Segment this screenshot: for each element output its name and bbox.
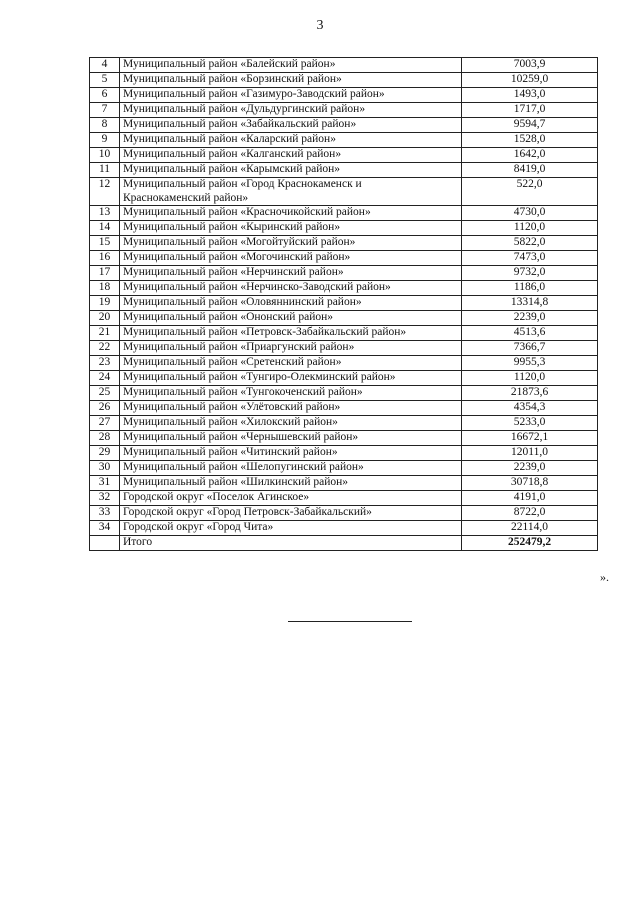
- row-number: 4: [90, 58, 120, 73]
- amount-value: 5822,0: [462, 236, 598, 251]
- row-number: 30: [90, 461, 120, 476]
- municipality-name: Муниципальный район «Калганский район»: [120, 148, 462, 163]
- table-row: [90, 118, 598, 133]
- table-row: [90, 521, 598, 536]
- amount-value: 7003,9: [462, 58, 598, 73]
- amount-value: 4354,3: [462, 401, 598, 416]
- amount-value: 4191,0: [462, 491, 598, 506]
- allocation-table: [89, 57, 598, 551]
- row-number: 15: [90, 236, 120, 251]
- municipality-name: Муниципальный район «Могойтуйский район»: [120, 236, 462, 251]
- table-body: [90, 58, 598, 551]
- table-row: [90, 491, 598, 506]
- municipality-name: Муниципальный район «Дульдургинский район»: [120, 103, 462, 118]
- municipality-name: Муниципальный район «Кыринский район»: [120, 221, 462, 236]
- amount-value: 1493,0: [462, 88, 598, 103]
- amount-value: 8419,0: [462, 163, 598, 178]
- table-row: [90, 73, 598, 88]
- table-row: [90, 133, 598, 148]
- municipality-name: Муниципальный район «Карымский район»: [120, 163, 462, 178]
- total-amount: 252479,2: [462, 536, 598, 551]
- row-number: 31: [90, 476, 120, 491]
- table-row: [90, 416, 598, 431]
- row-number: 20: [90, 311, 120, 326]
- table-row: [90, 281, 598, 296]
- municipality-name: Муниципальный район «Нерчинско-Заводский район»: [120, 281, 462, 296]
- row-number: 33: [90, 506, 120, 521]
- amount-value: 1120,0: [462, 371, 598, 386]
- total-label: Итого: [120, 536, 462, 551]
- row-number: 18: [90, 281, 120, 296]
- amount-value: 2239,0: [462, 461, 598, 476]
- municipality-name: Муниципальный район «Улётовский район»: [120, 401, 462, 416]
- row-number: 8: [90, 118, 120, 133]
- amount-value: 16672,1: [462, 431, 598, 446]
- row-number: 32: [90, 491, 120, 506]
- municipality-name: Муниципальный район «Газимуро-Заводский район»: [120, 88, 462, 103]
- row-number: 26: [90, 401, 120, 416]
- municipality-name: Городской округ «Город Петровск-Забайкальский»: [120, 506, 462, 521]
- table-row: [90, 446, 598, 461]
- table-row: [90, 371, 598, 386]
- amount-value: 4513,6: [462, 326, 598, 341]
- row-number: 22: [90, 341, 120, 356]
- row-number: 10: [90, 148, 120, 163]
- table-row: [90, 148, 598, 163]
- table-row: [90, 506, 598, 521]
- row-number: 5: [90, 73, 120, 88]
- row-number: 23: [90, 356, 120, 371]
- amount-value: 21873,6: [462, 386, 598, 401]
- amount-value: 8722,0: [462, 506, 598, 521]
- amount-value: 522,0: [462, 178, 598, 206]
- table-row: [90, 266, 598, 281]
- amount-value: 4730,0: [462, 206, 598, 221]
- amount-value: 10259,0: [462, 73, 598, 88]
- municipality-name: Муниципальный район «Шелопугинский район»: [120, 461, 462, 476]
- row-number: 34: [90, 521, 120, 536]
- amount-value: 9732,0: [462, 266, 598, 281]
- table-row: [90, 386, 598, 401]
- row-number: 9: [90, 133, 120, 148]
- amount-value: 7473,0: [462, 251, 598, 266]
- municipality-name: Муниципальный район «Нерчинский район»: [120, 266, 462, 281]
- page-number: 3: [316, 18, 324, 33]
- amount-value: 9955,3: [462, 356, 598, 371]
- amount-value: 2239,0: [462, 311, 598, 326]
- table-row: [90, 251, 598, 266]
- table-row: [90, 58, 598, 73]
- amount-value: 1120,0: [462, 221, 598, 236]
- municipality-name: Муниципальный район «Шилкинский район»: [120, 476, 462, 491]
- amount-value: 1642,0: [462, 148, 598, 163]
- table-row: [90, 221, 598, 236]
- amount-value: 1717,0: [462, 103, 598, 118]
- municipality-name: Муниципальный район «Город Краснокаменск и Краснокаменский район»: [120, 178, 462, 206]
- total-row: [90, 536, 598, 551]
- municipality-name: Муниципальный район «Тунгокоченский район»: [120, 386, 462, 401]
- municipality-name: Муниципальный район «Сретенский район»: [120, 356, 462, 371]
- row-number: 16: [90, 251, 120, 266]
- municipality-name: Муниципальный район «Приаргунский район»: [120, 341, 462, 356]
- row-number: 19: [90, 296, 120, 311]
- row-number: 28: [90, 431, 120, 446]
- row-number: 27: [90, 416, 120, 431]
- municipality-name: Муниципальный район «Петровск-Забайкальский район»: [120, 326, 462, 341]
- table-row: [90, 163, 598, 178]
- table-row: [90, 326, 598, 341]
- amount-value: 30718,8: [462, 476, 598, 491]
- signature-line: [288, 621, 412, 622]
- row-number: 14: [90, 221, 120, 236]
- amount-value: 5233,0: [462, 416, 598, 431]
- amount-value: 12011,0: [462, 446, 598, 461]
- row-number: 29: [90, 446, 120, 461]
- row-number: 24: [90, 371, 120, 386]
- table-row: [90, 103, 598, 118]
- table-row: [90, 461, 598, 476]
- municipality-name: Муниципальный район «Читинский район»: [120, 446, 462, 461]
- municipality-name: Муниципальный район «Могочинский район»: [120, 251, 462, 266]
- amount-value: 9594,7: [462, 118, 598, 133]
- table-row: [90, 236, 598, 251]
- table-row: [90, 296, 598, 311]
- amount-value: 13314,8: [462, 296, 598, 311]
- municipality-name: Муниципальный район «Тунгиро-Олекминский район»: [120, 371, 462, 386]
- municipality-name: Муниципальный район «Забайкальский район»: [120, 118, 462, 133]
- municipality-name: Муниципальный район «Борзинский район»: [120, 73, 462, 88]
- municipality-name: Муниципальный район «Балейский район»: [120, 58, 462, 73]
- row-number: 17: [90, 266, 120, 281]
- municipality-name: Городской округ «Город Чита»: [120, 521, 462, 536]
- row-number: 21: [90, 326, 120, 341]
- municipality-name: Муниципальный район «Ононский район»: [120, 311, 462, 326]
- table-row: [90, 356, 598, 371]
- amount-value: 7366,7: [462, 341, 598, 356]
- row-number: 7: [90, 103, 120, 118]
- table-row: [90, 206, 598, 221]
- municipality-name: Муниципальный район «Красночикойский район»: [120, 206, 462, 221]
- table-row: [90, 178, 598, 206]
- municipality-name: Муниципальный район «Хилокский район»: [120, 416, 462, 431]
- row-number: 6: [90, 88, 120, 103]
- municipality-name: Муниципальный район «Каларский район»: [120, 133, 462, 148]
- table-row: [90, 88, 598, 103]
- closing-quote: ».: [600, 570, 609, 584]
- row-number: 12: [90, 178, 120, 206]
- amount-value: 1528,0: [462, 133, 598, 148]
- amount-value: 22114,0: [462, 521, 598, 536]
- row-number: 25: [90, 386, 120, 401]
- table-row: [90, 431, 598, 446]
- table-row: [90, 476, 598, 491]
- table-row: [90, 401, 598, 416]
- municipality-name: Муниципальный район «Чернышевский район»: [120, 431, 462, 446]
- total-empty-cell: [90, 536, 120, 551]
- row-number: 11: [90, 163, 120, 178]
- municipality-name: Городской округ «Поселок Агинское»: [120, 491, 462, 506]
- amount-value: 1186,0: [462, 281, 598, 296]
- table-row: [90, 341, 598, 356]
- table-row: [90, 311, 598, 326]
- row-number: 13: [90, 206, 120, 221]
- municipality-name: Муниципальный район «Оловяннинский район»: [120, 296, 462, 311]
